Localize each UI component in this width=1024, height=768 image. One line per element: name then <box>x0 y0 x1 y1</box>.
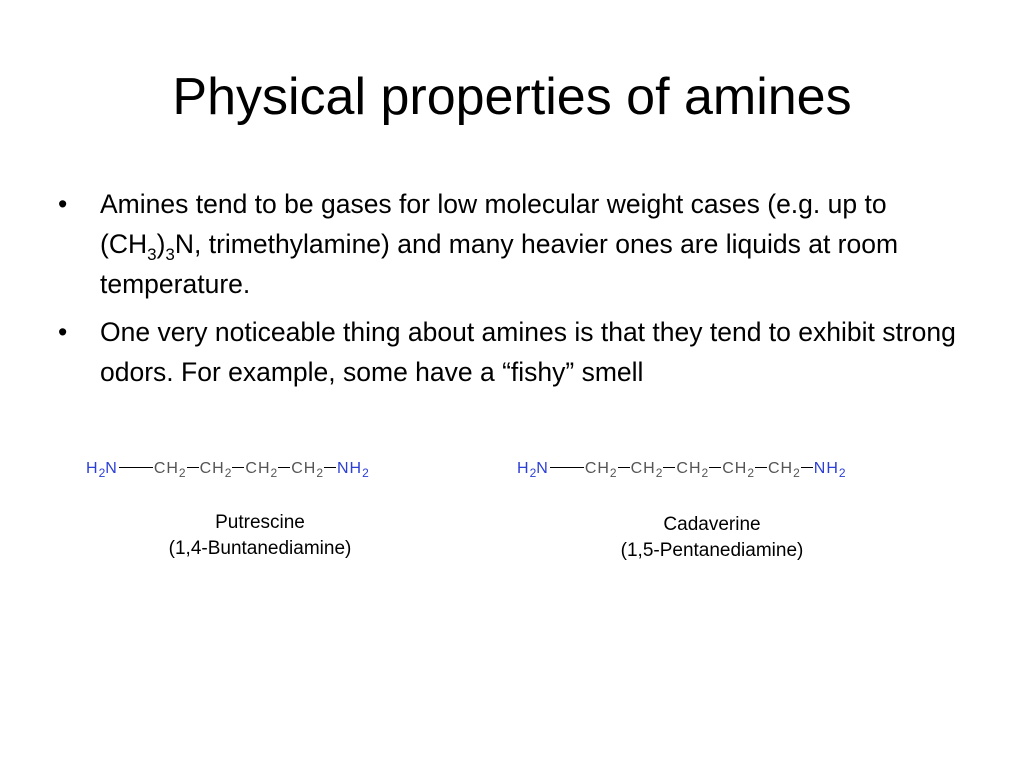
group-ch2: CH <box>199 460 225 477</box>
subscript: 3 <box>147 245 157 264</box>
atom-subscript: 2 <box>838 466 846 480</box>
putrescine-structure <box>86 456 369 482</box>
bullet-text-part: N, trimethylamine) and many heavier ones are liquids at room temperature. <box>100 229 899 299</box>
group-subscript: 2 <box>609 466 617 480</box>
putrescine-caption <box>130 510 390 562</box>
group-ch2: CH <box>245 460 271 477</box>
group-ch2: CH <box>676 460 702 477</box>
group-subscript: 2 <box>793 466 800 480</box>
bullet-item <box>58 312 958 392</box>
atom-h: H <box>517 460 530 477</box>
bullet-dot: • <box>58 189 68 219</box>
atom-nh: NH <box>337 460 363 477</box>
bullet-dot: • <box>58 317 68 347</box>
slide-title: Physical properties of amines <box>172 68 852 126</box>
atom-n: N <box>536 460 549 477</box>
atom-nh: NH <box>813 460 839 477</box>
group-subscript: 2 <box>655 466 663 480</box>
bond-line <box>550 467 584 468</box>
bullet-text-part: Amines tend to be gases for low molecular weight cases (e.g. up to (CH <box>100 189 887 259</box>
group-ch2: CH <box>722 460 748 477</box>
bond-line <box>324 467 336 468</box>
bullet-text-part: ) <box>156 229 166 259</box>
group-ch2: CH <box>291 460 317 477</box>
atom-h: H <box>86 460 99 477</box>
bond-line <box>663 467 675 468</box>
compound-iupac-name: (1,4-Buntanediamine) <box>168 538 352 559</box>
compound-name: Putrescine <box>215 512 305 533</box>
atom-n: N <box>105 460 118 477</box>
bullet-item <box>58 184 958 304</box>
bullet-text: One very noticeable thing about amines is that they tend to exhibit strong odors. For example, some have a “fishy” smell <box>100 317 956 387</box>
compound-name: Cadaverine <box>663 514 761 535</box>
atom-subscript: 2 <box>98 466 106 480</box>
group-ch2: CH <box>630 460 656 477</box>
bond-line <box>618 467 630 468</box>
group-ch2: CH <box>153 460 179 477</box>
group-subscript: 2 <box>270 466 278 480</box>
group-subscript: 2 <box>224 466 232 480</box>
bond-line <box>801 467 813 468</box>
group-ch2: CH <box>768 460 794 477</box>
bond-line <box>278 467 290 468</box>
group-ch2: CH <box>584 460 610 477</box>
bond-line <box>232 467 244 468</box>
bond-line <box>187 467 199 468</box>
group-subscript: 2 <box>316 466 323 480</box>
group-subscript: 2 <box>178 466 186 480</box>
compound-iupac-name: (1,5-Pentanediamine) <box>620 540 804 561</box>
atom-subscript: 2 <box>529 466 537 480</box>
subscript: 3 <box>165 245 175 264</box>
group-subscript: 2 <box>747 466 754 480</box>
group-subscript: 2 <box>701 466 709 480</box>
atom-subscript: 2 <box>362 466 369 480</box>
bond-line <box>755 467 767 468</box>
bond-line <box>119 467 153 468</box>
cadaverine-caption <box>582 512 842 564</box>
bond-line <box>709 467 721 468</box>
cadaverine-structure <box>517 456 846 482</box>
bullet-list <box>58 184 958 400</box>
